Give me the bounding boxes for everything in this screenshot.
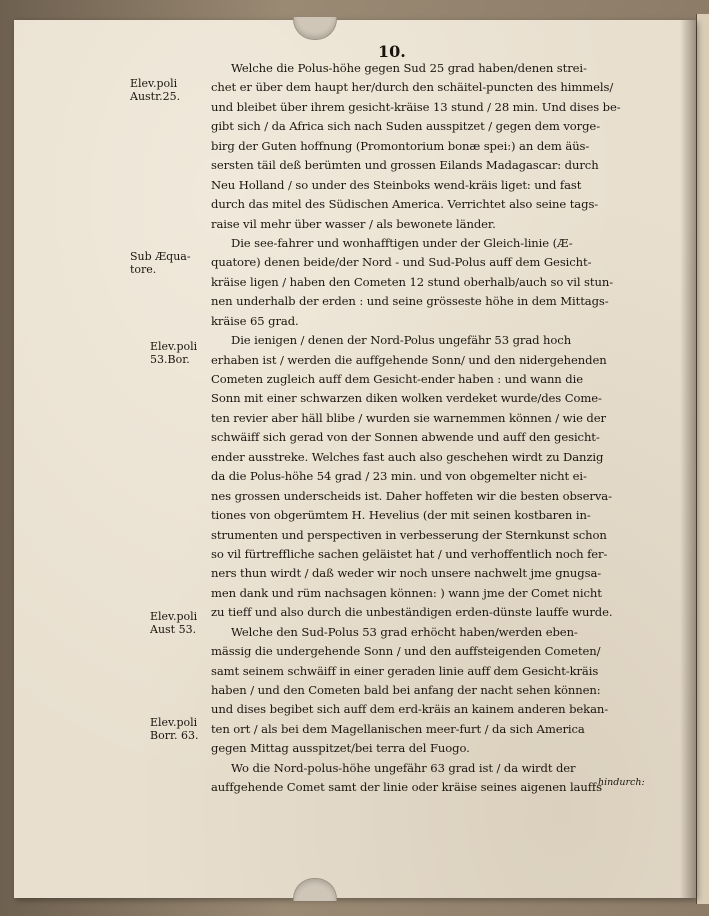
text-line: sersten täil deß berümten und grossen Eilands Madagascar: durch: [211, 158, 599, 173]
margin-note-line: Elev.poli: [150, 610, 198, 623]
bottom-page-clip: [293, 878, 337, 901]
text-line: Die ienigen / denen der Nord-Polus ungefähr 53 grad hoch: [231, 333, 572, 348]
top-page-clip: [293, 17, 337, 40]
text-line: zu tieff und also durch die unbeständigen erden-dünste lauffe wurde.: [211, 605, 613, 620]
margin-note-line: tore.: [130, 263, 157, 276]
text-line: und dises begibet sich auff dem erd-kräis an kainem anderen bekan-: [211, 702, 609, 717]
text-line: auffgehende Comet samt der linie oder kräise seines aigenen lauffs: [211, 780, 602, 795]
margin-note-line: 53.Bor.: [150, 353, 190, 366]
margin-note-line: Elev.poli: [130, 77, 178, 90]
margin-note-line: Elev.poli: [150, 716, 198, 729]
text-line: kräise ligen / haben den Cometen 12 stund oberhalb/auch so vil stun-: [211, 274, 614, 289]
page-gutter-shadow: [680, 20, 696, 898]
text-line: erhaben ist / werden die auffgehende Sonn/ und den nidergehenden: [211, 352, 607, 367]
text-line: Welche die Polus-höhe gegen Sud 25 grad haben/denen strei-: [231, 61, 587, 75]
text-line: da die Polus-höhe 54 grad / 23 min. und von obgemelter nicht ei-: [211, 469, 587, 484]
text-line: samt seinem schwäiff in einer geraden linie auff dem Gesicht-kräis: [211, 663, 599, 678]
text-line: Cometen zugleich auff dem Gesicht-ender haben : und wann die: [211, 372, 583, 386]
text-line: nen underhalb der erden : und seine grösseste höhe in dem Mittags-: [211, 294, 609, 309]
margin-note-sub-aequatore: [130, 250, 214, 276]
margin-note-line: Sub Æqua-: [130, 250, 191, 263]
text-line: Welche den Sud-Polus 53 grad erhöcht haben/werden eben-: [231, 624, 578, 639]
margin-note-line: Aust 53.: [150, 623, 197, 636]
text-line: Neu Holland / so under des Steinboks wend-kräis liget: und fast: [211, 177, 582, 192]
page-number: 10.: [378, 42, 406, 61]
margin-note-line: Austr.25.: [130, 90, 181, 103]
text-line: nes grossen underscheids ist. Daher hoffeten wir die besten observa-: [211, 488, 612, 503]
text-line: ners thun wirdt / daß weder wir noch unsere nachwelt jme gnugsa-: [211, 566, 602, 581]
next-page-edge: [696, 14, 709, 904]
text-line: quatore) denen beide/der Nord - und Sud-Polus auff dem Gesicht-: [211, 255, 592, 270]
margin-note-elev-austr-25: [130, 77, 214, 103]
text-line: men dank und rüm nachsagen können: ) wann jme der Comet nicht: [211, 585, 602, 600]
text-line: Die see-fahrer und wonhafftigen under der Gleich-linie (Æ-: [231, 235, 573, 250]
text-line: gibt sich / da Africa sich nach Suden ausspitzet / gegen dem vorge-: [211, 119, 601, 134]
text-line: ten revier aber häll blibe / wurden sie warnemmen können / wie der: [211, 410, 606, 425]
text-line: birg der Guten hoffnung (Promontorium bonæ spei:) an dem äüs-: [211, 138, 590, 153]
margin-note-line: Borr. 63.: [150, 729, 199, 742]
text-line: chet er über dem haupt her/durch den schäitel-puncten des himmels/: [211, 80, 614, 95]
text-line: gegen Mittag ausspitzet/bei terra del Fuogo.: [211, 741, 470, 756]
text-line: und bleibet über ihrem gesicht-kräise 13 stund / 28 min. Und dises be-: [211, 99, 621, 114]
margin-note-line: Elev.poli: [150, 340, 198, 353]
text-line: tiones von obgerümtem H. Hevelius (der mit seinen kostbaren in-: [211, 508, 591, 523]
catchword: hindurch:: [598, 777, 645, 788]
text-line: haben / und den Cometen bald bei anfang der nacht sehen können:: [211, 683, 601, 697]
text-line: kräise 65 grad.: [211, 313, 299, 328]
text-line: ten ort / als bei dem Magellanischen meer-furt / da sich America: [211, 721, 585, 736]
text-line: Wo die Nord-polus-höhe ungefähr 63 grad ist / da wirdt der: [231, 760, 576, 775]
text-line: so vil fürtreffliche sachen geläistet hat / und verhoffentlich noch fer-: [211, 546, 608, 561]
text-line: strumenten und perspectiven in verbesserung der Sternkunst schon: [211, 527, 607, 542]
text-line: durch das mitel des Südischen America. Verrichtet also seine tags-: [211, 197, 599, 212]
text-line: ender ausstreke. Welches fast auch also geschehen wirdt zu Danzig: [211, 449, 604, 464]
body-text: [211, 59, 653, 798]
text-line: mässig die undergehende Sonn / und den auffsteigenden Cometen/: [211, 644, 601, 659]
text-line: raise vil mehr über wasser / als bewonete länder.: [211, 216, 496, 231]
text-line: schwäiff sich gerad von der Sonnen abwende und auff den gesicht-: [211, 430, 600, 445]
text-line: Sonn mit einer schwarzen diken wolken verdeket wurde/des Come-: [211, 391, 602, 406]
